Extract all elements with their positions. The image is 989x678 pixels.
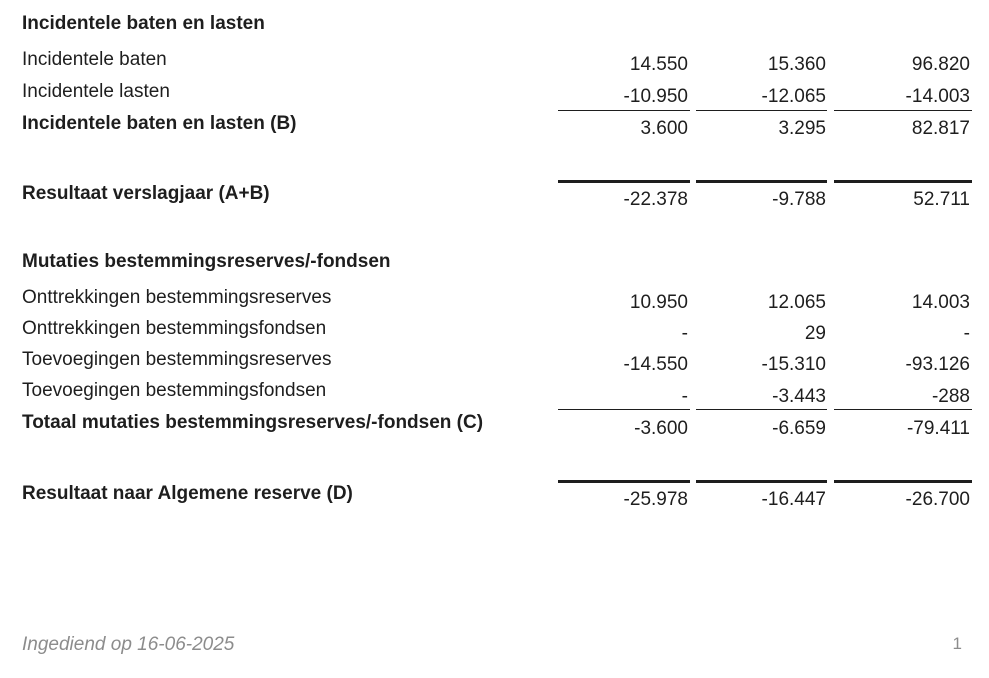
- subtotal-rule: [834, 110, 972, 111]
- value-resultaat-algemene-col2: -16.447: [761, 489, 826, 510]
- value-incidentele-lasten-col1: -10.950: [623, 86, 688, 107]
- value-toevoegingen-fondsen-col3: -288: [931, 386, 970, 407]
- value-onttrekkingen-reserves-col3: 14.003: [911, 292, 970, 313]
- row-label-incidentele-lasten: Incidentele lasten: [22, 81, 170, 102]
- total-rule: [558, 180, 690, 183]
- value-total-c-col2: -6.659: [772, 418, 826, 439]
- value-incidentele-lasten-col3: -14.003: [905, 86, 970, 107]
- value-resultaat-verslagjaar-col3: 52.711: [913, 189, 970, 210]
- value-onttrekkingen-reserves-col1: 10.950: [629, 292, 688, 313]
- total-rule: [696, 480, 827, 483]
- subtotal-rule: [696, 409, 827, 410]
- total-rule: [696, 180, 827, 183]
- page-number: 1: [952, 634, 962, 653]
- value-total-c-col1: -3.600: [634, 418, 688, 439]
- value-onttrekkingen-fondsen-col1: -: [681, 323, 688, 344]
- value-toevoegingen-fondsen-col2: -3.443: [772, 386, 826, 407]
- total-rule: [558, 480, 690, 483]
- value-resultaat-verslagjaar-col2: -9.788: [772, 189, 826, 210]
- row-label-incidentele-baten: Incidentele baten: [22, 49, 167, 70]
- value-total-c-col3: -79.411: [906, 418, 970, 439]
- value-toevoegingen-fondsen-col1: -: [681, 386, 688, 407]
- value-total-b-col3: 82.817: [911, 118, 970, 139]
- row-label-onttrekkingen-fondsen: Onttrekkingen bestemmingsfondsen: [22, 318, 327, 339]
- subtotal-rule: [558, 409, 690, 410]
- row-label-total-b: Incidentele baten en lasten (B): [22, 113, 297, 134]
- subtotal-rule: [696, 110, 827, 111]
- value-incidentele-baten-col1: 14.550: [629, 54, 688, 75]
- value-incidentele-baten-col3: 96.820: [911, 54, 970, 75]
- value-total-b-col1: 3.600: [640, 118, 688, 139]
- row-label-resultaat-algemene: Resultaat naar Algemene reserve (D): [22, 483, 353, 504]
- total-rule: [834, 180, 972, 183]
- row-label-resultaat-verslagjaar: Resultaat verslagjaar (A+B): [22, 183, 270, 204]
- value-onttrekkingen-fondsen-col2: 29: [804, 323, 826, 344]
- value-incidentele-baten-col2: 15.360: [767, 54, 826, 75]
- row-label-onttrekkingen-reserves: Onttrekkingen bestemmingsreserves: [22, 287, 332, 308]
- value-resultaat-algemene-col3: -26.700: [905, 489, 970, 510]
- value-total-b-col2: 3.295: [778, 118, 826, 139]
- section-title-mutaties: Mutaties bestemmingsreserves/-fondsen: [22, 251, 391, 272]
- subtotal-rule: [834, 409, 972, 410]
- value-resultaat-verslagjaar-col1: -22.378: [623, 189, 688, 210]
- total-rule: [834, 480, 972, 483]
- value-onttrekkingen-reserves-col2: 12.065: [767, 292, 826, 313]
- value-incidentele-lasten-col2: -12.065: [761, 86, 826, 107]
- value-toevoegingen-reserves-col1: -14.550: [623, 354, 688, 375]
- row-label-total-c: Totaal mutaties bestemmingsreserves/-fondsen (C): [22, 412, 484, 433]
- value-onttrekkingen-fondsen-col3: -: [963, 323, 970, 344]
- value-resultaat-algemene-col1: -25.978: [623, 489, 688, 510]
- value-toevoegingen-reserves-col2: -15.310: [761, 354, 826, 375]
- row-label-toevoegingen-reserves: Toevoegingen bestemmingsreserves: [22, 349, 332, 370]
- subtotal-rule: [558, 110, 690, 111]
- row-label-toevoegingen-fondsen: Toevoegingen bestemmingsfondsen: [22, 380, 327, 401]
- value-toevoegingen-reserves-col3: -93.126: [905, 354, 970, 375]
- submission-date: Ingediend op 16-06-2025: [22, 634, 235, 655]
- section-title-incidentele: Incidentele baten en lasten: [22, 13, 265, 34]
